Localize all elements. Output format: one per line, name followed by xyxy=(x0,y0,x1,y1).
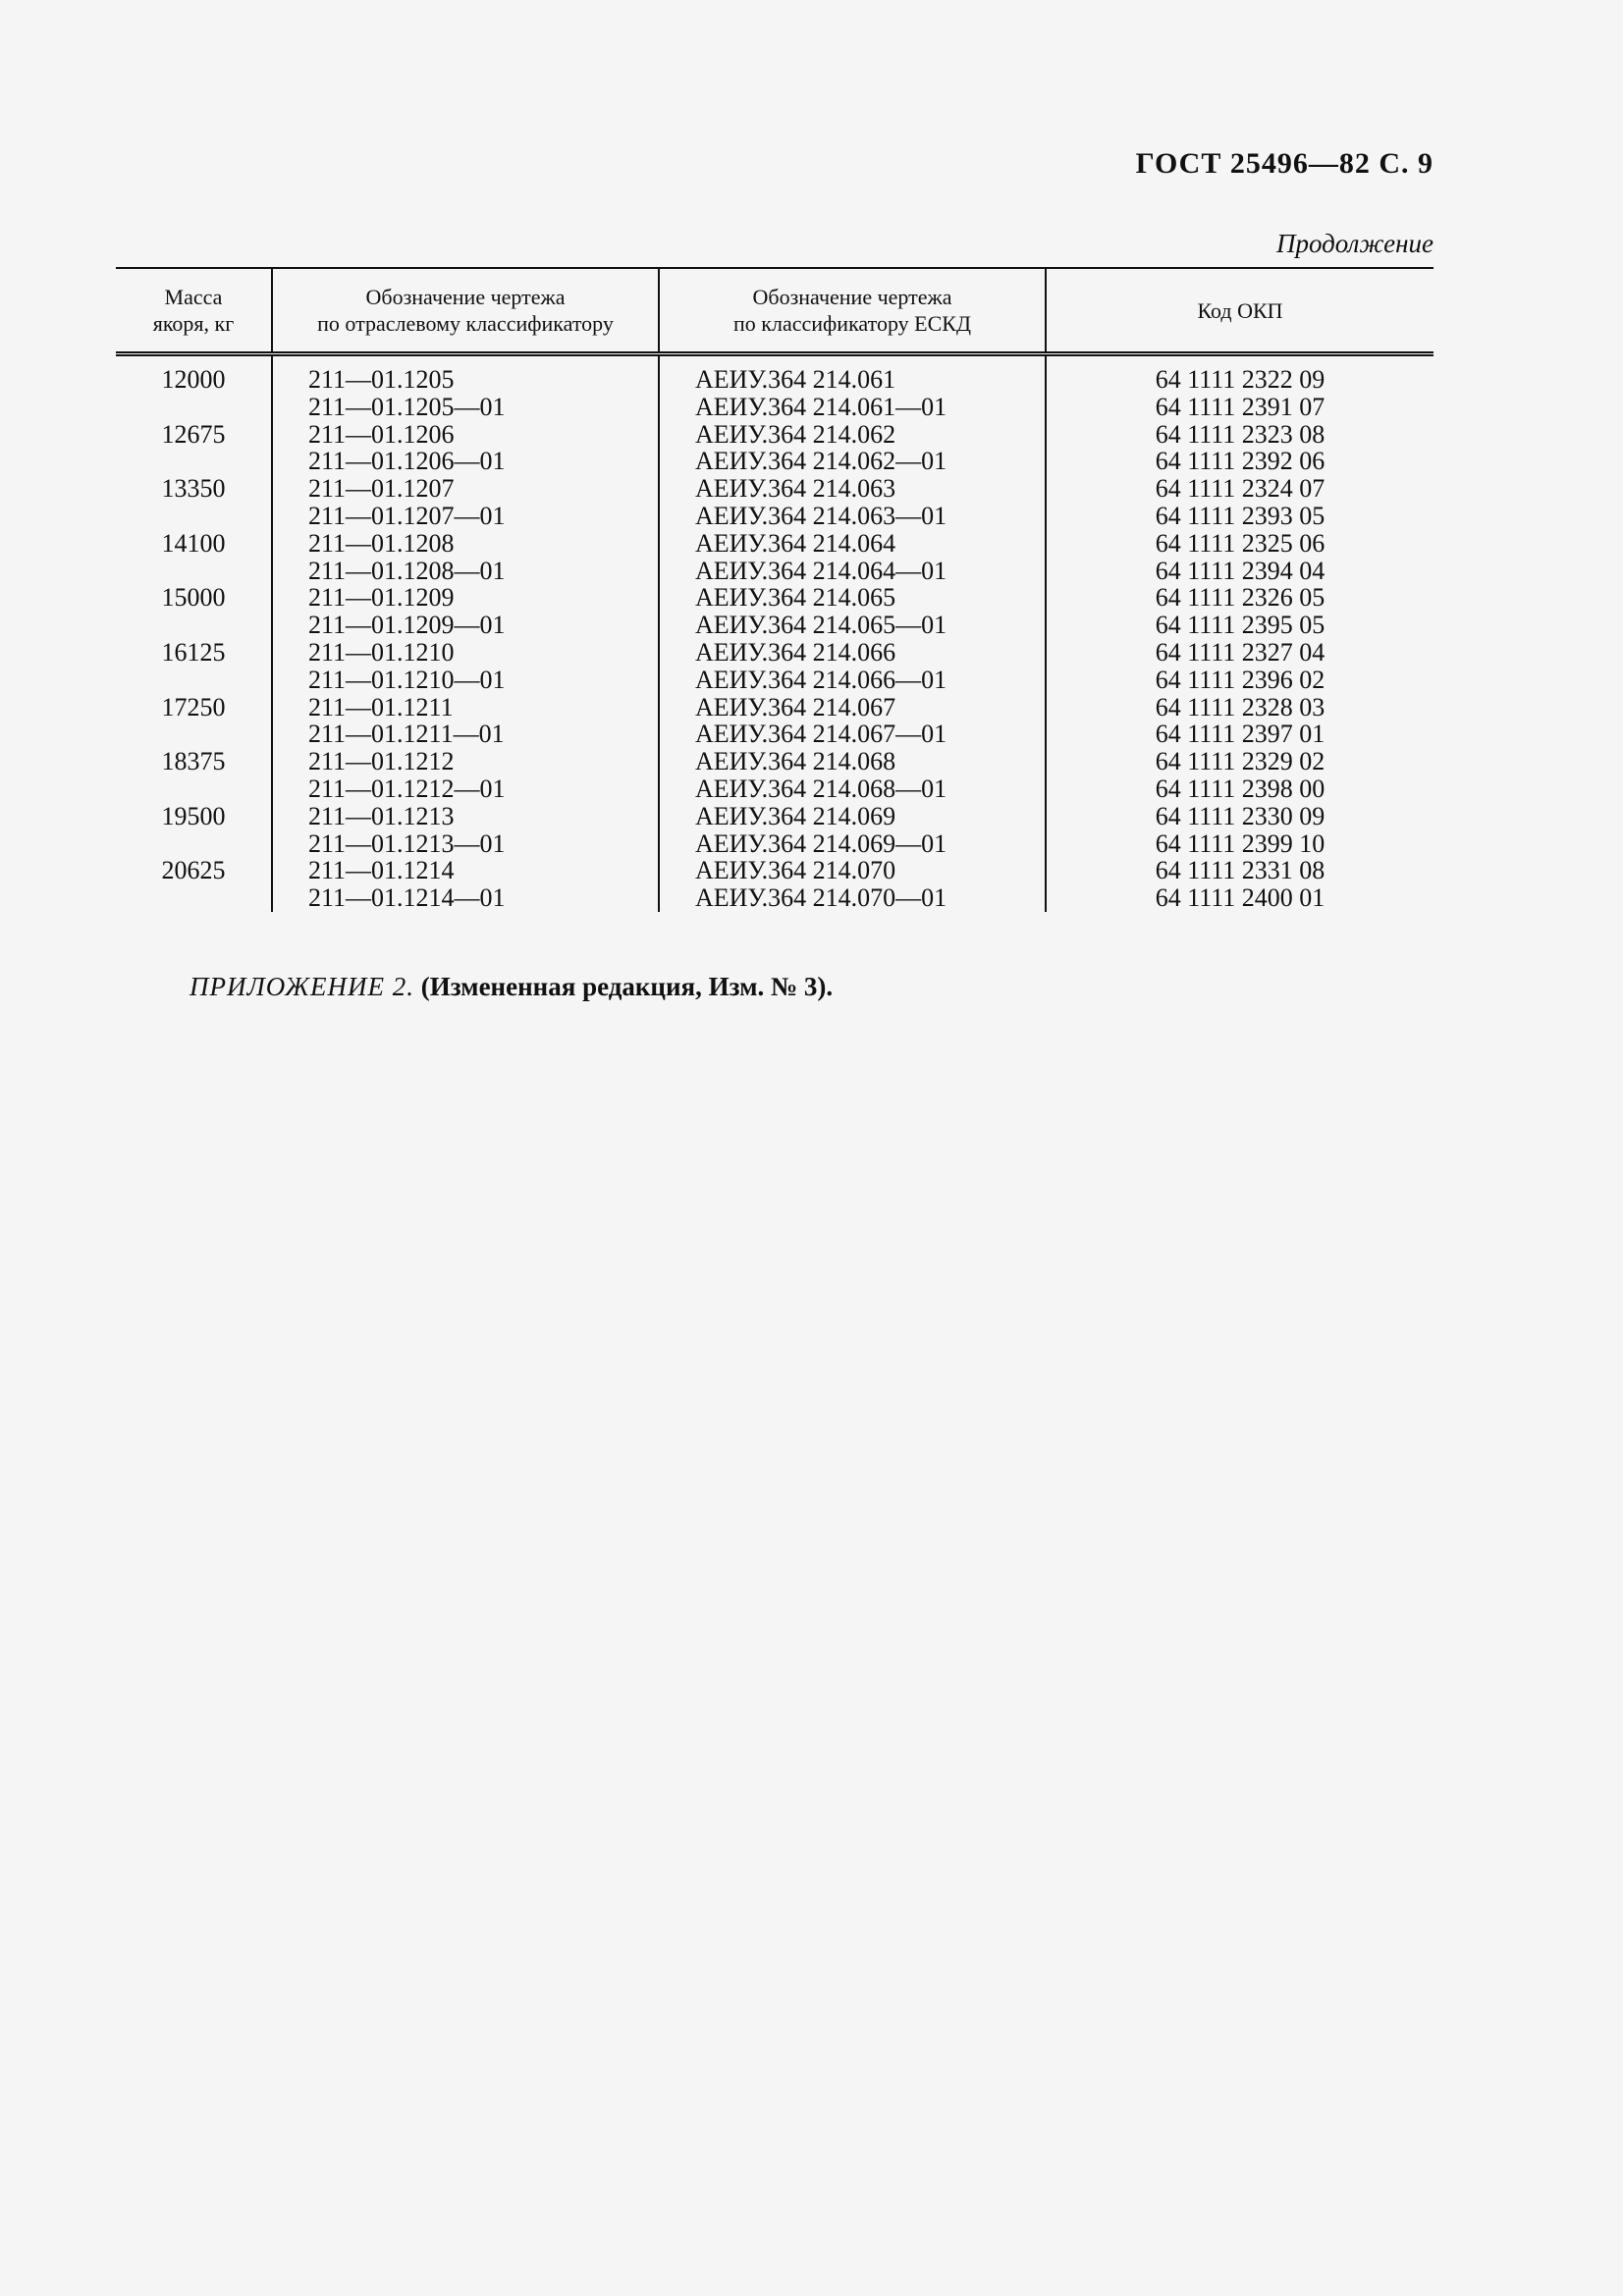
cell-mass xyxy=(116,830,272,858)
cell-mass xyxy=(116,667,272,694)
cell-mass: 13350 xyxy=(161,474,226,504)
cell-eskd-code: АЕИУ.364 214.070—01 xyxy=(659,884,1046,912)
table-row xyxy=(116,421,1434,449)
cell-industry-code: 211—01.1212 xyxy=(272,748,659,775)
cell-mass xyxy=(116,503,272,530)
cell-eskd-code: АЕИУ.364 214.062—01 xyxy=(659,448,1046,475)
cell-okp-code: 64 1111 2328 03 xyxy=(1046,694,1434,721)
column-header-line: по отраслевому классификатору xyxy=(317,311,614,336)
column-header-line: Код ОКП xyxy=(1197,297,1283,323)
table-row xyxy=(116,530,1434,558)
table-row xyxy=(116,558,1434,585)
cell-mass xyxy=(116,448,272,475)
cell-mass: 14100 xyxy=(161,528,226,558)
cell-mass: 12000 xyxy=(161,365,226,394)
table-row xyxy=(116,639,1434,667)
cell-eskd-code: АЕИУ.364 214.070 xyxy=(659,857,1046,884)
cell-eskd-code: АЕИУ.364 214.061 xyxy=(659,354,1046,394)
spec-table xyxy=(116,267,1434,912)
cell-eskd-code: АЕИУ.364 214.069 xyxy=(659,803,1046,830)
cell-industry-code: 211—01.1213 xyxy=(272,803,659,830)
cell-okp-code: 64 1111 2329 02 xyxy=(1046,748,1434,775)
cell-industry-code: 211—01.1214 xyxy=(272,857,659,884)
cell-eskd-code: АЕИУ.364 214.067—01 xyxy=(659,721,1046,748)
column-header-okp-code xyxy=(1046,268,1434,354)
cell-eskd-code: АЕИУ.364 214.063—01 xyxy=(659,503,1046,530)
table-row xyxy=(116,354,1434,394)
column-header-industry-code xyxy=(272,268,659,354)
cell-mass xyxy=(116,721,272,748)
column-header-line: по классификатору ЕСКД xyxy=(733,311,971,336)
column-header-line: Обозначение чертежа xyxy=(752,285,952,309)
cell-eskd-code: АЕИУ.364 214.063 xyxy=(659,475,1046,503)
cell-okp-code: 64 1111 2398 00 xyxy=(1046,775,1434,803)
table-row xyxy=(116,857,1434,884)
cell-eskd-code: АЕИУ.364 214.065—01 xyxy=(659,612,1046,639)
table-row xyxy=(116,394,1434,421)
cell-eskd-code: АЕИУ.364 214.068—01 xyxy=(659,775,1046,803)
table-row xyxy=(116,448,1434,475)
cell-industry-code: 211—01.1211 xyxy=(272,694,659,721)
cell-okp-code: 64 1111 2330 09 xyxy=(1046,803,1434,830)
column-header-eskd-code xyxy=(659,268,1046,354)
cell-industry-code: 211—01.1208 xyxy=(272,530,659,558)
cell-mass: 17250 xyxy=(161,692,226,721)
column-header-mass xyxy=(116,268,272,354)
page-header: ГОСТ 25496—82 С. 9 xyxy=(1135,147,1434,180)
cell-eskd-code: АЕИУ.364 214.066 xyxy=(659,639,1046,667)
table-row xyxy=(116,803,1434,830)
cell-mass: 20625 xyxy=(161,856,226,885)
cell-mass xyxy=(116,884,272,912)
spec-table-container xyxy=(116,267,1434,912)
cell-mass: 18375 xyxy=(161,747,226,776)
cell-okp-code: 64 1111 2393 05 xyxy=(1046,503,1434,530)
cell-eskd-code: АЕИУ.364 214.065 xyxy=(659,584,1046,612)
cell-industry-code: 211—01.1214—01 xyxy=(272,884,659,912)
cell-okp-code: 64 1111 2323 08 xyxy=(1046,421,1434,449)
cell-industry-code: 211—01.1211—01 xyxy=(272,721,659,748)
column-header-line: якоря, кг xyxy=(152,311,235,336)
cell-industry-code: 211—01.1210 xyxy=(272,639,659,667)
cell-eskd-code: АЕИУ.364 214.066—01 xyxy=(659,667,1046,694)
cell-industry-code: 211—01.1210—01 xyxy=(272,667,659,694)
cell-industry-code: 211—01.1207—01 xyxy=(272,503,659,530)
cell-industry-code: 211—01.1206 xyxy=(272,421,659,449)
cell-okp-code: 64 1111 2324 07 xyxy=(1046,475,1434,503)
table-row xyxy=(116,503,1434,530)
cell-okp-code: 64 1111 2391 07 xyxy=(1046,394,1434,421)
cell-mass: 15000 xyxy=(161,583,226,613)
cell-industry-code: 211—01.1205 xyxy=(272,354,659,394)
cell-okp-code: 64 1111 2326 05 xyxy=(1046,584,1434,612)
cell-okp-code: 64 1111 2395 05 xyxy=(1046,612,1434,639)
cell-okp-code: 64 1111 2399 10 xyxy=(1046,830,1434,858)
cell-industry-code: 211—01.1213—01 xyxy=(272,830,659,858)
cell-eskd-code: АЕИУ.364 214.064—01 xyxy=(659,558,1046,585)
cell-industry-code: 211—01.1209 xyxy=(272,584,659,612)
table-body xyxy=(116,354,1434,912)
continuation-label: Продолжение xyxy=(1275,229,1434,258)
cell-eskd-code: АЕИУ.364 214.069—01 xyxy=(659,830,1046,858)
cell-mass xyxy=(116,612,272,639)
cell-mass xyxy=(116,775,272,803)
cell-mass: 19500 xyxy=(161,801,226,830)
appendix-change-text: (Измененная редакция, Изм. № 3). xyxy=(420,972,834,1001)
cell-eskd-code: АЕИУ.364 214.067 xyxy=(659,694,1046,721)
cell-okp-code: 64 1111 2325 06 xyxy=(1046,530,1434,558)
cell-okp-code: 64 1111 2322 09 xyxy=(1046,354,1434,394)
cell-eskd-code: АЕИУ.364 214.064 xyxy=(659,530,1046,558)
table-row xyxy=(116,584,1434,612)
cell-okp-code: 64 1111 2392 06 xyxy=(1046,448,1434,475)
cell-okp-code: 64 1111 2331 08 xyxy=(1046,857,1434,884)
table-row xyxy=(116,475,1434,503)
cell-mass: 12675 xyxy=(161,419,226,449)
cell-industry-code: 211—01.1212—01 xyxy=(272,775,659,803)
cell-industry-code: 211—01.1209—01 xyxy=(272,612,659,639)
cell-industry-code: 211—01.1207 xyxy=(272,475,659,503)
table-row xyxy=(116,830,1434,858)
table-row xyxy=(116,775,1434,803)
cell-okp-code: 64 1111 2396 02 xyxy=(1046,667,1434,694)
cell-eskd-code: АЕИУ.364 214.061—01 xyxy=(659,394,1046,421)
cell-eskd-code: АЕИУ.364 214.068 xyxy=(659,748,1046,775)
cell-okp-code: 64 1111 2397 01 xyxy=(1046,721,1434,748)
cell-okp-code: 64 1111 2400 01 xyxy=(1046,884,1434,912)
column-header-line: Масса xyxy=(164,285,223,309)
table-row xyxy=(116,694,1434,721)
column-header-line: Обозначение чертежа xyxy=(365,285,566,309)
cell-eskd-code: АЕИУ.364 214.062 xyxy=(659,421,1046,449)
table-header-row xyxy=(116,268,1434,354)
cell-okp-code: 64 1111 2394 04 xyxy=(1046,558,1434,585)
appendix-note xyxy=(189,972,833,1002)
cell-mass: 16125 xyxy=(161,637,226,667)
table-row xyxy=(116,748,1434,775)
table-row xyxy=(116,667,1434,694)
cell-okp-code: 64 1111 2327 04 xyxy=(1046,639,1434,667)
cell-industry-code: 211—01.1208—01 xyxy=(272,558,659,585)
cell-mass xyxy=(116,394,272,421)
appendix-label: ПРИЛОЖЕНИЕ 2. xyxy=(189,972,414,1001)
cell-industry-code: 211—01.1206—01 xyxy=(272,448,659,475)
table-row xyxy=(116,721,1434,748)
cell-industry-code: 211—01.1205—01 xyxy=(272,394,659,421)
cell-mass xyxy=(116,558,272,585)
table-row xyxy=(116,612,1434,639)
table-row xyxy=(116,884,1434,912)
